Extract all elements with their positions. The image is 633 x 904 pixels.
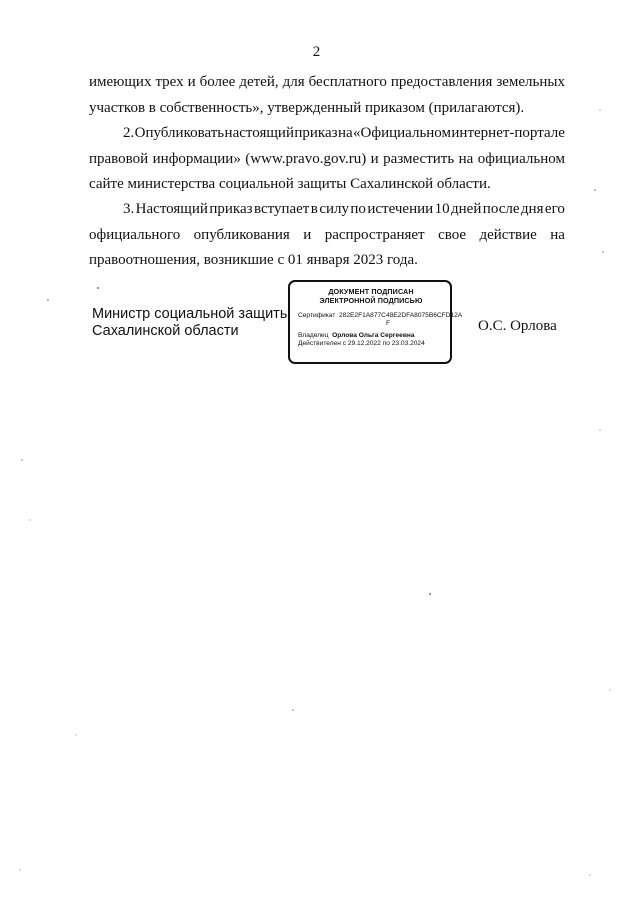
paragraph-3-line-3: правоотношения, возникшие с 01 января 2023 года. (89, 252, 418, 268)
stamp-heading-line-1: ДОКУМЕНТ ПОДПИСАН (328, 287, 414, 296)
stamp-owner (298, 332, 444, 340)
stamp-certificate-label: Сертификат (298, 312, 336, 319)
stamp-certificate-continued: F (386, 320, 391, 327)
paragraph-3-line-2: официального опубликования и распространяет свое действие на (89, 226, 565, 243)
electronic-signature-stamp (288, 280, 463, 364)
paragraph-1-line-1: имеющих трех и более детей, для бесплатного предоставления земельных (89, 74, 565, 90)
stamp-validity: Действителен с 29.12.2022 по 23.03.2024 (298, 340, 425, 347)
paragraph-2-line-1: 2. Опубликовать настоящий приказ на «Официальном интернет-портале (123, 125, 565, 141)
paragraph-2-line-2: правовой информации» (www.pravo.gov.ru) и разместить на официальном (89, 150, 565, 167)
signatory-title (92, 306, 290, 340)
paragraph-3 (89, 197, 565, 274)
paragraph-3-line-1: 3. Настоящий приказ вступает в силу по истечении 10 дней после дня его (123, 201, 565, 217)
signatory-title-line-1: Министр социальной защиты (92, 306, 291, 322)
paragraph-1-line-2: участков в собственность», утвержденный приказом (прилагаются). (89, 99, 525, 116)
paragraph-2-line-3: сайте министерства социальной защиты Сахалинской области. (89, 176, 491, 192)
signatory-name: О.С. Орлова (478, 318, 557, 334)
stamp-heading-line-2: ЭЛЕКТРОННОЙ ПОДПИСЬЮ (319, 295, 423, 305)
stamp-owner-value: Орлова Ольга Сергеевна (332, 332, 415, 339)
paragraph-2 (89, 121, 565, 198)
signatory-title-line-2: Сахалинской области (92, 323, 239, 339)
stamp-owner-label: Владелец (298, 332, 329, 339)
page-number: 2 (312, 44, 321, 60)
paragraph-1 (89, 70, 565, 121)
stamp-certificate-value: 282E2F1A877C48E2DFA8075B6CFD12A (339, 312, 463, 319)
stamp-certificate (298, 312, 463, 320)
